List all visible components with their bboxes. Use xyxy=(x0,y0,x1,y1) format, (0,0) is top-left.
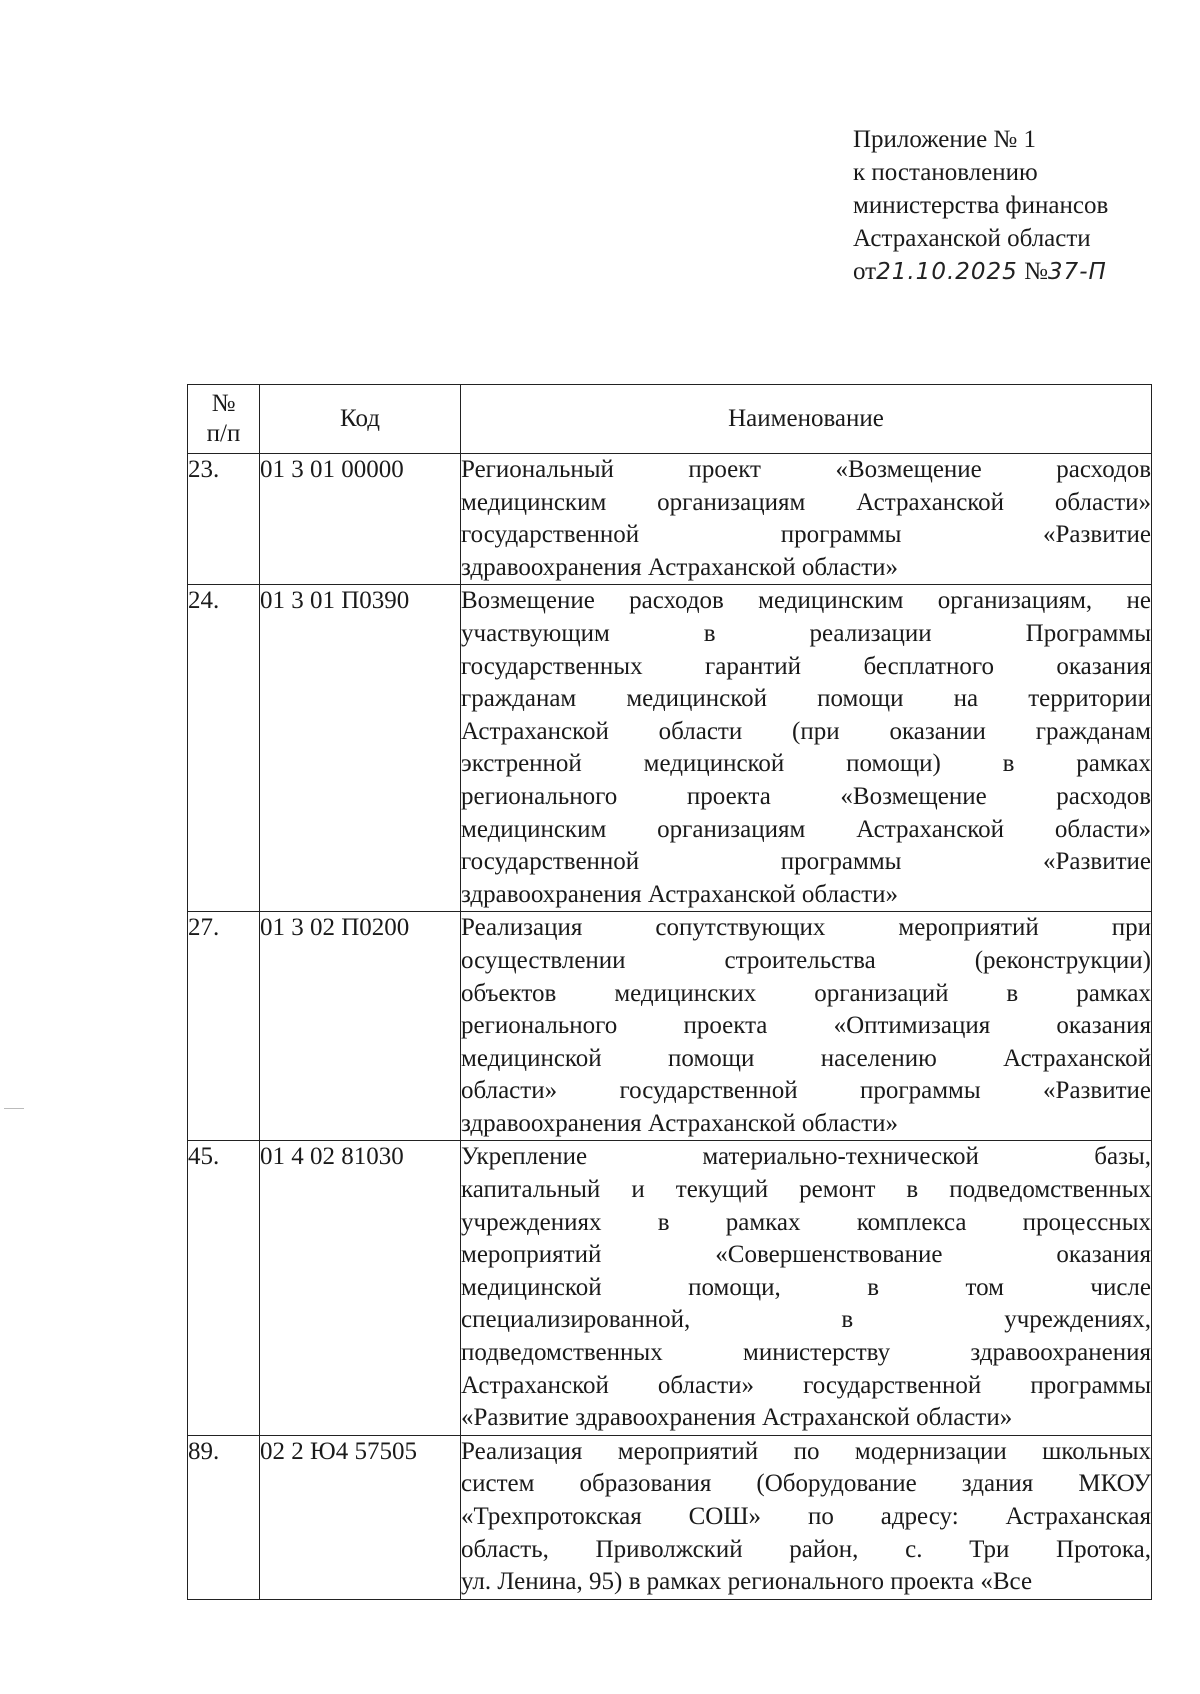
row-name-line: здравоохранения Астраханской области» xyxy=(461,880,898,908)
row-name xyxy=(461,1141,1152,1435)
row-number: 24. xyxy=(188,585,260,912)
row-name-line: подведомственных министерству здравоохранения xyxy=(461,1339,1151,1367)
scan-mark xyxy=(4,1108,24,1109)
appendix-ref-line-2: к постановлению xyxy=(853,159,1038,186)
row-name-line: учреждениях в рамках комплекса процессных xyxy=(461,1208,1151,1236)
header-num-line-1: № xyxy=(211,390,236,417)
header-code: Код xyxy=(260,385,461,454)
row-name-line: систем образования (Оборудование здания МКОУ xyxy=(461,1470,1151,1498)
row-name-line: регионального проекта «Оптимизация оказания xyxy=(461,1012,1151,1040)
row-name-line: медицинским организациям Астраханской области» xyxy=(461,488,1151,516)
row-name-line: Астраханской области» государственной программы xyxy=(461,1371,1151,1399)
header-name: Наименование xyxy=(461,385,1152,454)
row-name-line: экстренной медицинской помощи) в рамках xyxy=(461,750,1151,778)
row-name-line: медицинской помощи, в том числе xyxy=(461,1273,1151,1301)
handwritten-date: 21.10.2025 xyxy=(876,259,1018,285)
row-name-line: регионального проекта «Возмещение расходов xyxy=(461,782,1151,810)
row-name xyxy=(461,1435,1152,1599)
header-num-line-2: п/п xyxy=(206,420,241,447)
row-name-line: медицинским организациям Астраханской области» xyxy=(461,815,1151,843)
handwritten-number: 37-П xyxy=(1047,259,1107,285)
table-row xyxy=(188,1435,1152,1599)
row-name-line: капитальный и текущий ремонт в подведомственных xyxy=(461,1176,1151,1204)
row-name-line: здравоохранения Астраханской области» xyxy=(461,553,898,581)
row-name-line: государственной программы «Развитие xyxy=(461,848,1151,876)
date-prefix: от xyxy=(853,258,877,285)
row-number: 45. xyxy=(188,1141,260,1435)
row-code: 01 4 02 81030 xyxy=(260,1141,461,1435)
number-prefix: № xyxy=(1024,258,1048,285)
row-name-line: Реализация сопутствующих мероприятий при xyxy=(461,914,1151,942)
row-number: 27. xyxy=(188,912,260,1141)
appendix-header xyxy=(853,123,1173,289)
table-header-row xyxy=(188,385,1152,454)
codes-table xyxy=(187,384,1152,1600)
row-code: 01 3 01 00000 xyxy=(260,454,461,585)
appendix-ref-line-3: министерства финансов xyxy=(853,192,1109,219)
row-code: 01 3 01 П0390 xyxy=(260,585,461,912)
row-name-line: Возмещение расходов медицинским организациям, не xyxy=(461,587,1151,615)
appendix-date-line xyxy=(853,255,1173,289)
row-name-line: Региональный проект «Возмещение расходов xyxy=(461,456,1151,483)
row-name-line: медицинской помощи населению Астраханской xyxy=(461,1044,1151,1072)
row-name-line: область, Приволжский район, с. Три Протока, xyxy=(461,1535,1151,1563)
row-name xyxy=(461,912,1152,1141)
row-name-line: Укрепление материально-технической базы, xyxy=(461,1143,1151,1171)
row-name xyxy=(461,454,1152,585)
appendix-title: Приложение № 1 xyxy=(853,126,1037,153)
header-num xyxy=(188,385,260,454)
row-name-line: Реализация мероприятий по модернизации школьных xyxy=(461,1437,1151,1465)
table-row xyxy=(188,1141,1152,1435)
table-row xyxy=(188,585,1152,912)
row-name xyxy=(461,585,1152,912)
row-name-line: здравоохранения Астраханской области» xyxy=(461,1109,898,1137)
row-name-line: ул. Ленина, 95) в рамках регионального проекта «Все xyxy=(461,1568,1033,1596)
table-row xyxy=(188,912,1152,1141)
table-body xyxy=(188,454,1152,1600)
row-name-line: государственной программы «Развитие xyxy=(461,521,1151,549)
row-name-line: участвующим в реализации Программы xyxy=(461,619,1151,647)
row-name-line: Астраханской области (при оказании гражданам xyxy=(461,717,1151,745)
row-name-line: области» государственной программы «Развитие xyxy=(461,1077,1151,1105)
row-code: 01 3 02 П0200 xyxy=(260,912,461,1141)
row-number: 89. xyxy=(188,1435,260,1599)
row-name-line: «Развитие здравоохранения Астраханской области» xyxy=(461,1404,1013,1432)
row-number: 23. xyxy=(188,454,260,585)
table-row xyxy=(188,454,1152,585)
row-name-line: государственных гарантий бесплатного оказания xyxy=(461,652,1151,680)
appendix-ref-line-4: Астраханской области xyxy=(853,225,1091,252)
row-name-line: «Трехпротокская СОШ» по адресу: Астраханская xyxy=(461,1503,1151,1530)
row-name-line: мероприятий «Совершенствование оказания xyxy=(461,1241,1151,1269)
row-code: 02 2 Ю4 57505 xyxy=(260,1435,461,1599)
row-name-line: гражданам медицинской помощи на территории xyxy=(461,685,1151,713)
row-name-line: осуществлении строительства (реконструкции) xyxy=(461,946,1151,974)
row-name-line: специализированной, в учреждениях, xyxy=(461,1306,1151,1334)
row-name-line: объектов медицинских организаций в рамках xyxy=(461,979,1151,1007)
